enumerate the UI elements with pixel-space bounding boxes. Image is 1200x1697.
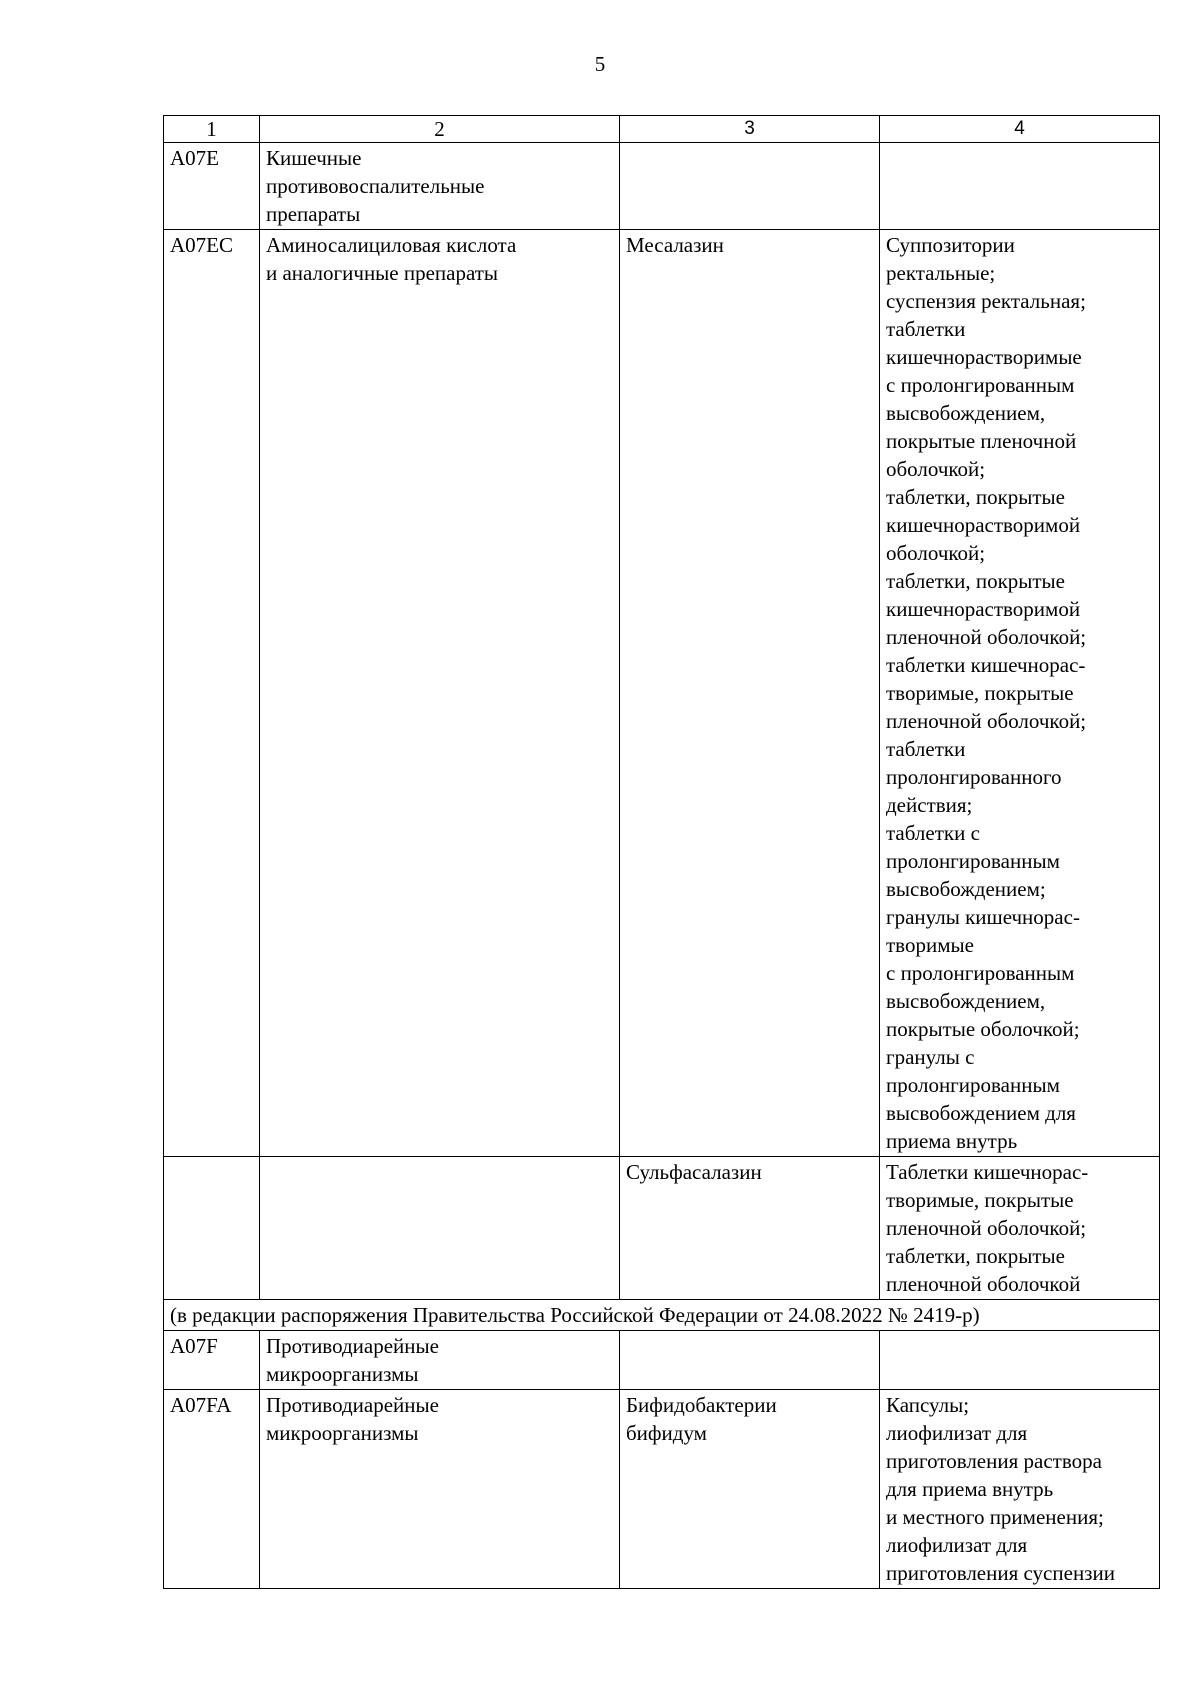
cell-line: Бифидобактерии xyxy=(626,1393,777,1417)
cell-line: лиофилизат для xyxy=(886,1421,1028,1445)
cell-line: бифидум xyxy=(626,1421,707,1445)
cell-line: Противодиарейные xyxy=(266,1393,439,1417)
cell-line: Капсулы; xyxy=(886,1393,970,1417)
group-name-cell xyxy=(260,1157,620,1300)
column-header-3: 3 xyxy=(620,116,880,143)
atc-code-cell: A07E xyxy=(164,143,260,230)
cell-line: высвобождением, xyxy=(886,401,1046,425)
table-header-row xyxy=(164,116,1160,143)
cell-line: творимые, покрытые xyxy=(886,681,1074,705)
group-name-cell xyxy=(260,143,620,230)
cell-line: приготовления раствора xyxy=(886,1449,1102,1473)
cell-line: таблетки xyxy=(886,737,966,761)
group-name-cell xyxy=(260,1390,620,1589)
cell-line: препараты xyxy=(266,202,361,226)
cell-line: Суппозитории xyxy=(886,233,1015,257)
cell-line: пролонгированным xyxy=(886,1073,1060,1097)
cell-line: противовоспалительные xyxy=(266,174,485,198)
cell-line: пролонгированным xyxy=(886,849,1060,873)
dosage-forms-cell xyxy=(880,1157,1160,1300)
cell-line: микроорганизмы xyxy=(266,1421,419,1445)
cell-line: приготовления суспензии xyxy=(886,1561,1115,1585)
table-row xyxy=(164,1331,1160,1390)
cell-line: ректальные; xyxy=(886,261,996,285)
atc-code-cell: A07FA xyxy=(164,1390,260,1589)
page-number: 5 xyxy=(594,52,606,76)
table-row xyxy=(164,1157,1160,1300)
cell-line: творимые, покрытые xyxy=(886,1188,1074,1212)
dosage-forms-cell xyxy=(880,1331,1160,1390)
cell-line: кишечнорастворимой xyxy=(886,597,1081,621)
cell-line: действия; xyxy=(886,793,973,817)
cell-line: высвобождением, xyxy=(886,989,1046,1013)
column-header-4: 4 xyxy=(880,116,1160,143)
cell-line: таблетки с xyxy=(886,821,980,845)
amendment-note-row xyxy=(164,1300,1160,1331)
group-name-cell xyxy=(260,1331,620,1390)
drug-name-cell: Сульфасалазин xyxy=(620,1157,880,1300)
cell-line: пленочной оболочкой; xyxy=(886,1216,1087,1240)
cell-line: приема внутрь xyxy=(886,1129,1018,1153)
cell-line: покрытые оболочкой; xyxy=(886,1017,1080,1041)
table-row xyxy=(164,143,1160,230)
column-header-1: 1 xyxy=(164,116,260,143)
cell-line: пленочной оболочкой; xyxy=(886,709,1087,733)
atc-code-cell: A07F xyxy=(164,1331,260,1390)
cell-line: кишечнорастворимые xyxy=(886,345,1082,369)
cell-line: высвобождением; xyxy=(886,877,1046,901)
cell-line: гранулы кишечнорас- xyxy=(886,905,1080,929)
cell-line: с пролонгированным xyxy=(886,961,1075,985)
cell-line: и местного применения; xyxy=(886,1505,1104,1529)
cell-line: пролонгированного xyxy=(886,765,1062,789)
cell-line: оболочкой; xyxy=(886,457,986,481)
drug-name-cell xyxy=(620,1331,880,1390)
column-header-2: 2 xyxy=(260,116,620,143)
cell-line: кишечнорастворимой xyxy=(886,513,1081,537)
group-name-cell xyxy=(260,230,620,1157)
cell-line: Противодиарейные xyxy=(266,1334,439,1358)
cell-line: суспензия ректальная; xyxy=(886,289,1086,313)
cell-line: таблетки, покрытые xyxy=(886,1244,1065,1268)
drug-name-cell xyxy=(620,1390,880,1589)
cell-line: пленочной оболочкой; xyxy=(886,625,1087,649)
cell-line: Кишечные xyxy=(266,146,362,170)
cell-line: таблетки, покрытые xyxy=(886,569,1065,593)
drug-name-cell: Месалазин xyxy=(620,230,880,1157)
dosage-forms-cell xyxy=(880,1390,1160,1589)
atc-code-cell xyxy=(164,1157,260,1300)
cell-line: пленочной оболочкой xyxy=(886,1272,1081,1296)
cell-line: гранулы с xyxy=(886,1045,975,1069)
cell-line: Таблетки кишечнорас- xyxy=(886,1160,1089,1184)
table-row xyxy=(164,230,1160,1157)
cell-line: лиофилизат для xyxy=(886,1533,1028,1557)
cell-line: для приема внутрь xyxy=(886,1477,1054,1501)
dosage-forms-cell xyxy=(880,230,1160,1157)
cell-line: таблетки кишечнорас- xyxy=(886,653,1086,677)
cell-line: с пролонгированным xyxy=(886,373,1075,397)
drug-name-cell xyxy=(620,143,880,230)
cell-line: оболочкой; xyxy=(886,541,986,565)
cell-line: и аналогичные препараты xyxy=(266,261,499,285)
cell-line: творимые xyxy=(886,933,974,957)
cell-line: покрытые пленочной xyxy=(886,429,1077,453)
cell-line: высвобождением для xyxy=(886,1101,1076,1125)
cell-line: Аминосалициловая кислота xyxy=(266,233,517,257)
table-row xyxy=(164,1390,1160,1589)
atc-code-cell: A07EC xyxy=(164,230,260,1157)
amendment-note: (в редакции распоряжения Правительства Российской Федерации от 24.08.2022 № 2419-р) xyxy=(164,1300,1160,1331)
cell-line: таблетки, покрытые xyxy=(886,485,1065,509)
cell-line: микроорганизмы xyxy=(266,1362,419,1386)
dosage-forms-cell xyxy=(880,143,1160,230)
cell-line: таблетки xyxy=(886,317,966,341)
medicines-table xyxy=(163,115,1160,1589)
